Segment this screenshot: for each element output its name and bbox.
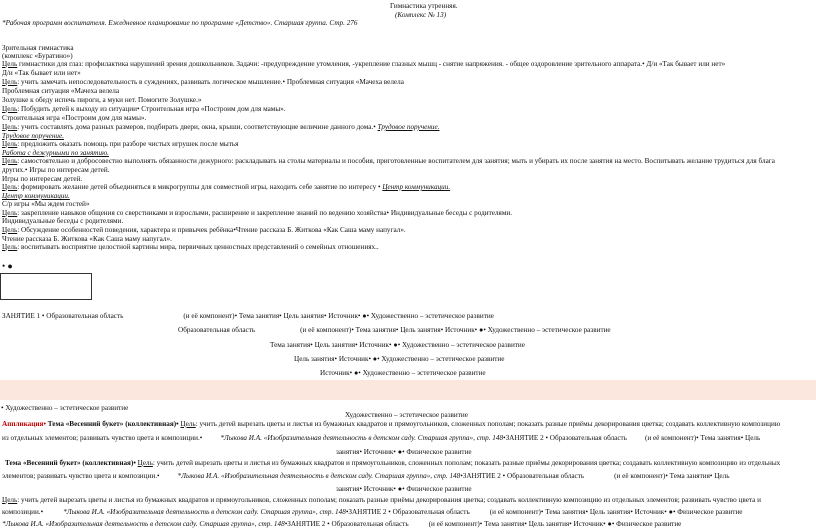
goal-text: гимнастики для глаз: профилактика нарушений зрения дошкольников. Задачи: -предупреждение утомления, -укрепление глазных мышц - снятие напряжения. - общее оздоровление зрительного аппарата.• Д/и «Так бывает или нет» [17,60,726,68]
source-ref: *Лыкова И.А. «Изобразительная деятельность в детском саду. Старшая группа», стр. 148• [177,472,463,480]
goal-text: : Побудить детей к выходу из ситуации• Строительная игра «Построим дом для мамы». [17,105,286,113]
goal-text: : предложить оказать помощь при разборе чистых игрушек после мытья [17,140,239,148]
highlight-band [0,380,816,400]
goal-label: Цель [2,157,18,165]
goal-label: Цель [2,123,18,131]
goal-label: Цель [2,226,18,234]
plan-line: Работа с дежурными по занятию. [2,149,109,157]
schedule-row [178,327,611,334]
goal-text: : учить детей вырезать цветы и листья из бумажных квадратов и прямоугольников, сложенных пополам; показать разные приёмы декорирования цветка; создавать коллективную композицию из отдельных [152,459,781,467]
goal-text: : самостоятельно и добросовестно выполнять обязанности дежурного: раскладывать на столы материалы и пособия, приготовленные воспитателем для занятия; мыть и убирать их после занятия на место. Воспитывать желание трудиться для блага [17,157,775,165]
schedule-text: (и её компонент)• Тема занятия• Цель занятия• Источник• ●• Художественно – эстетическое развитие [300,326,611,334]
goal-label: Цель [2,60,18,68]
goal-label: Цель [2,105,18,113]
lesson-line [2,473,729,480]
lesson-line [2,509,743,516]
source-ref: *Лыкова И.А. «Изобразительная деятельность в детском саду. Старшая группа», стр. 148• [2,520,288,528]
schedule-row: Источник• ●• Художественно – эстетическое развитие [320,369,486,377]
goal-text: композиции.• [2,508,44,516]
goal-text: : учить составлять дома разных размеров, подбирать двери, окна, крыши, соответствующие величине данного дома.• [17,123,376,131]
source-ref: *Лыкова И.А. «Изобразительная деятельность в детском саду. Старшая группа», стр. 148• [220,434,506,442]
goal-label: Цель [2,140,18,148]
goal-text: : воспитывать восприятие целостной картины мира, первичных ценностных представлений о семейных отношениях.. [17,243,379,251]
plan-line [2,124,440,131]
plan-line [2,79,404,86]
applique-label: Аппликация• [2,420,46,428]
page-title: Гимнастика утренняя. [390,2,458,10]
schedule-row: Цель занятия• Источник• ●• Художественно – эстетическое развитие [294,355,505,363]
plan-line: Строительная игра «Построим дом для мамы». [2,114,147,122]
communication-center-link: Центр коммуникации. [382,183,451,191]
schedule-row: Тема занятия• Цель занятия• Источник• ●• Художественно – эстетическое развитие [270,341,525,349]
lesson-fields: (и её компонент)• Тема занятия• Цель занятия• Источник• ●• Физическое развитие [428,520,682,528]
lesson-line: занятия• Источник• ●• Физическое развитие [336,448,472,456]
goal-label: Цель [2,183,18,191]
plan-line: Игры по интересам детей. [2,175,83,183]
plan-line: Трудовое поручение. [2,132,64,140]
lesson-fields: (и её компонент)• Тема занятия• Цель [614,472,730,480]
lesson-number: ЗАНЯТИЕ 2 • Образовательная область [348,508,470,516]
source-ref: *Лыкова И.А. «Изобразительная деятельность в детском саду. Старшая группа», стр. 148• [63,508,349,516]
plan-line [2,158,775,165]
complex-number: (Комплекс № 13) [395,11,447,19]
labor-assignment-link: Трудовое поручение. [377,123,440,131]
lesson-theme: Тема «Весенний букет» (коллективная)• [45,420,179,428]
gym-title: Зрительная гимнастика [2,44,74,52]
schedule-row [2,313,494,320]
plan-line: других.• Игры по интересам детей. [2,166,110,174]
lesson-number: ЗАНЯТИЕ 2 • Образовательная область [287,520,409,528]
plan-line [2,141,238,148]
goal-text: : учить детей вырезать цветы и листья из бумажных квадратов и прямоугольников, сложенных пополам; показать разные приёмы декорирования цветка; создавать коллективную композицию из отдельных элементов; развивать чувство цвета и [17,496,761,504]
plan-line: С/р игры «Мы ждем гостей» [2,200,90,208]
gym-complex: (комплекс «Буратино») [2,52,73,60]
schedule-text: Образовательная область [178,326,256,334]
goal-label: Цель [137,459,153,467]
goal-text: элементов; развивать чувство цвета и композиции.• [2,472,160,480]
plan-line: Индивидуальные беседы с родителями. [2,217,124,225]
goal-label: Цель [2,243,18,251]
plan-line: Д/и «Так бывает или нет» [2,69,81,77]
lesson-fields: (и её компонент)• Тема занятия• Цель [644,434,761,442]
lesson-line [2,435,760,442]
goal-text: : закрепление навыков общения со сверстниками и взрослыми, расширение и закрепление знаний по ведению хозяйства• Индивидуальные беседы с родителями. [17,209,513,217]
lesson-fields: (и её компонент)• Тема занятия• Цель занятия• Источник• ●• Физическое развитие [489,508,743,516]
goal-text: : формировать желание детей объединяться в микрогруппы для совместной игры, находить себе занятие по интересу • [17,183,381,191]
goal-text: из отдельных элементов; развивать чувство цвета и композиции.• [2,434,203,442]
lesson-line [2,497,761,504]
goal-label: Цель [2,209,18,217]
plan-line [2,227,406,234]
goal-text: : учить детей вырезать цветы и листья из бумажных квадратов и прямоугольников, сложенных пополам; показать разные приёмы декорирования цветка; создавать коллективную композицию [195,420,781,428]
plan-line: Чтение рассказа Б. Житкова «Как Саша маму напугал». [2,235,172,243]
plan-line [2,61,725,68]
plan-line [2,244,379,251]
art-area-label: • Художественно – эстетическое развитие [1,404,129,412]
lesson-number: ЗАНЯТИЕ 2 • Образовательная область [462,472,585,480]
lesson-line [2,521,681,528]
schedule-text: ЗАНЯТИЕ 1 • Образовательная область [2,312,124,320]
plan-line: Центр коммуникации. [2,192,70,200]
plan-line: Проблемная ситуация «Мачеха велела [2,87,120,95]
goal-text: : Обсуждение особенностей поведения, характера и привычек ребёнка•Чтение рассказа Б. Житкова «Как Саша маму напугал». [17,226,406,234]
lesson-number: ЗАНЯТИЕ 2 • Образовательная область [505,434,627,442]
plan-line: Золушке к обеду испечь пироги, а муки нет. Помогите Золушке.» [2,96,202,104]
empty-box [0,273,92,300]
bullet-marks: • ● [2,261,13,271]
schedule-text: (и её компонент)• Тема занятия• Цель занятия• Источник• ●• Художественно – эстетическое развитие [183,312,494,320]
goal-label: Цель [2,496,18,504]
goal-label: Цель [2,78,18,86]
goal-label: Цель [180,420,196,428]
lesson-line: занятия• Источник• ●• Физическое развитие [336,485,472,493]
lesson-theme: Тема «Весенний букет» (коллективная)• [5,459,136,467]
plan-line [2,184,450,191]
art-area-heading: Художественно – эстетическое развитие [345,411,468,419]
program-note: *Рабочая программ воспитателя. Ежедневное планирование по программе «Детство». Старшая группа. Стр. 276 [2,19,358,27]
lesson-line [2,460,780,467]
goal-text: : учить замечать непоследовательность в суждениях, развивать логическое мышление.• Проблемная ситуация «Мачеха велела [17,78,404,86]
lesson-line [2,421,780,428]
plan-line [2,106,286,113]
